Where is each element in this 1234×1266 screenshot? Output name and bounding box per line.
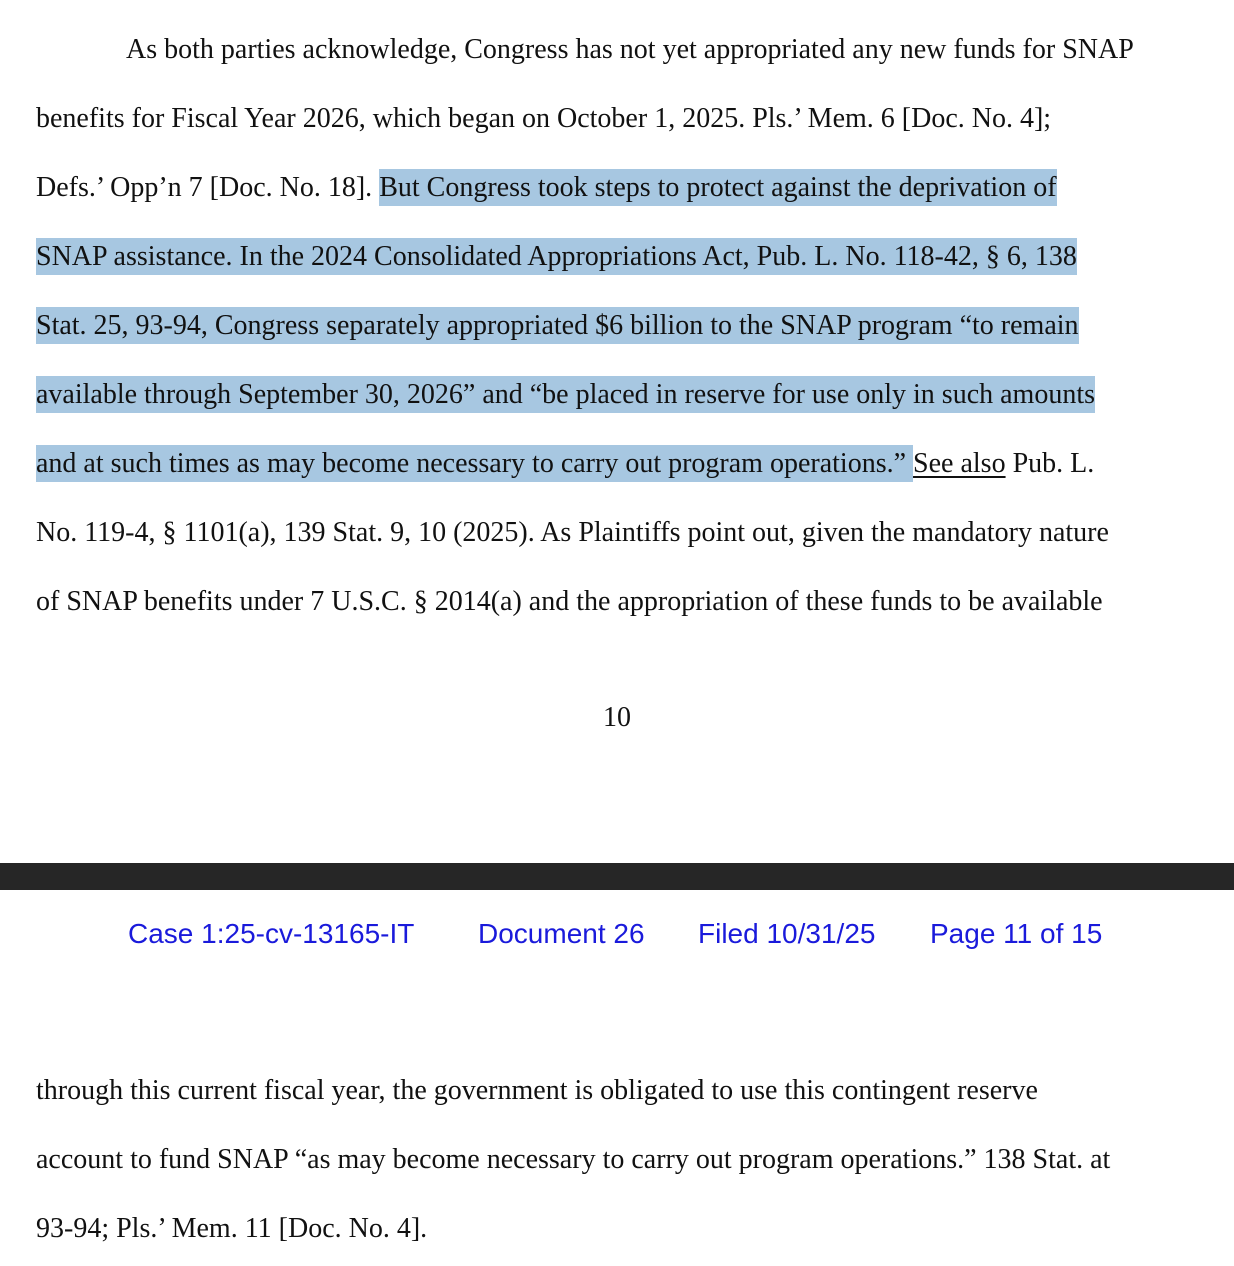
text-run: benefits for Fiscal Year 2026, which began on October 1, 2025. Pls.’ Mem. 6 [Doc. No. 4];	[36, 103, 1052, 134]
filed-date: Filed 10/31/25	[698, 918, 876, 949]
selected-text-highlight[interactable]: SNAP assistance. In the 2024 Consolidated Appropriations Act, Pub. L. No. 118-42, § 6, 138	[36, 238, 1077, 275]
text-line	[0, 1059, 1234, 1128]
page-separator	[0, 863, 1234, 890]
text-line	[0, 87, 1234, 156]
case-header	[0, 918, 1234, 958]
case-number: Case 1:25-cv-13165-IT	[128, 918, 415, 949]
document-number: Document 26	[478, 918, 645, 949]
text-line	[0, 294, 1234, 363]
selected-text-highlight[interactable]: available through September 30, 2026” and “be placed in reserve for use only in such amounts	[36, 376, 1095, 413]
text-line	[0, 225, 1234, 294]
text-run: Defs.’ Opp’n 7 [Doc. No. 18].	[36, 172, 380, 203]
selected-text-highlight[interactable]: and at such times as may become necessary to carry out program operations.”	[36, 445, 913, 482]
text-line	[0, 570, 1234, 639]
text-run: 93-94; Pls.’ Mem. 11 [Doc. No. 4].	[36, 1213, 428, 1244]
text-run: Pub. L.	[1005, 448, 1095, 479]
page-count: Page 11 of 15	[930, 918, 1103, 949]
text-line	[0, 1128, 1234, 1197]
text-line	[0, 18, 1234, 87]
text-line	[0, 363, 1234, 432]
text-run: No. 119-4, § 1101(a), 139 Stat. 9, 10 (2025). As Plaintiffs point out, given the mandatory nature	[36, 517, 1109, 548]
text-line	[0, 501, 1234, 570]
text-run: through this current fiscal year, the government is obligated to use this contingent reserve	[36, 1075, 1038, 1106]
page-number: 10	[603, 702, 631, 733]
text-line	[0, 156, 1234, 225]
text-run: As both parties acknowledge, Congress has not yet appropriated any new funds for SNAP	[126, 34, 1134, 65]
selected-text-highlight[interactable]: Stat. 25, 93-94, Congress separately appropriated $6 billion to the SNAP program “to remain	[36, 307, 1079, 344]
text-line	[0, 1197, 1234, 1266]
selected-text-highlight[interactable]: But Congress took steps to protect against the deprivation of	[379, 169, 1056, 206]
text-line	[0, 432, 1234, 501]
text-run: of SNAP benefits under 7 U.S.C. § 2014(a) and the appropriation of these funds to be available	[36, 586, 1103, 617]
see-also-signal: See also	[913, 448, 1006, 479]
text-run: account to fund SNAP “as may become necessary to carry out program operations.” 138 Stat. at	[36, 1144, 1111, 1175]
